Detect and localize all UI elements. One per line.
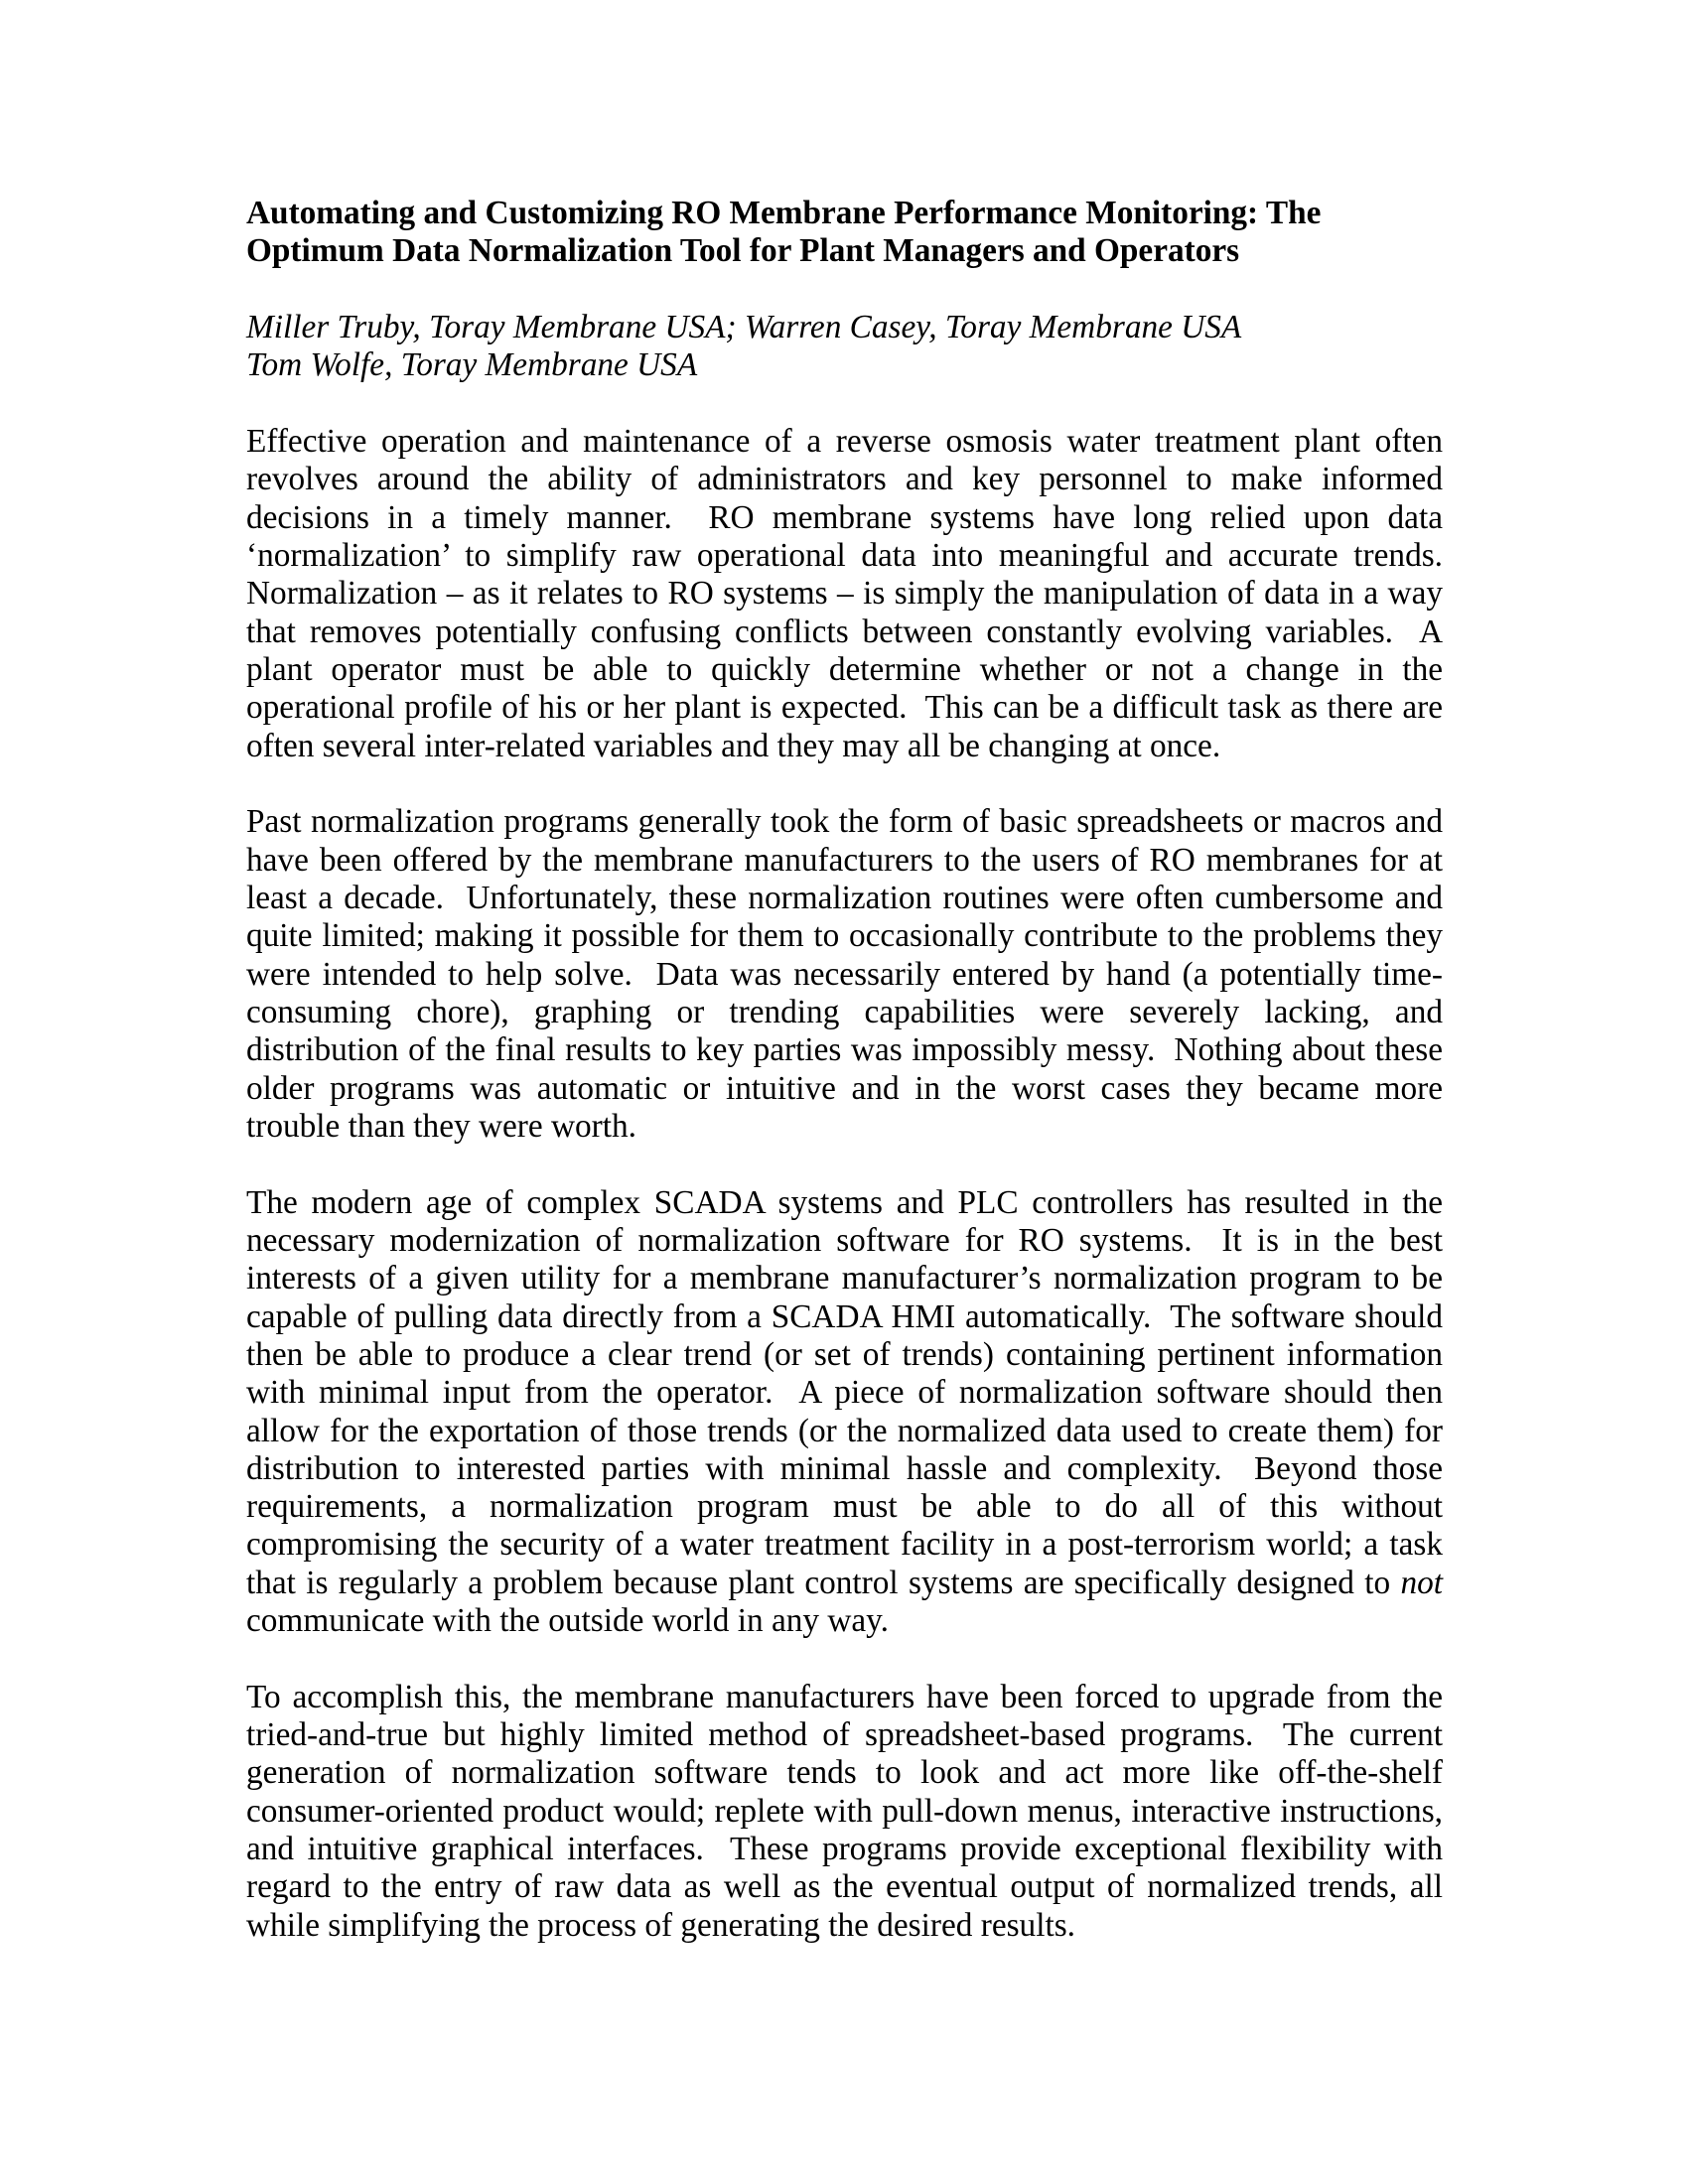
paragraph-3-italic-word: not [1400, 1564, 1443, 1601]
paper-title [246, 195, 1443, 271]
author-list [246, 309, 1443, 385]
author-line-2: Tom Wolfe, Toray Membrane USA [246, 346, 698, 384]
blank-line [246, 1146, 1443, 1183]
paragraph-4: To accomplish this, the membrane manufacturers have been forced to upgrade from the tried-and-true but highly limited method of spreadsheet-based programs. The current generation of normalization software tends to look and act more like off-the-shelf consumer-oriented product would; replete with pull-down menus, interactive instructions, and intuitive graphical interfaces. These programs provide exceptional flexibility with regard to the entry of raw data as well as the eventual output of normalized trends, all while simplifying the process of generating the desired results. [246, 1678, 1452, 1944]
paragraph-3 [246, 1183, 1452, 1641]
blank-line [246, 385, 1443, 423]
blank-line [246, 1640, 1443, 1678]
paper-title-line-1: Automating and Customizing RO Membrane Performance Monitoring: The [246, 195, 1322, 231]
paragraph-3-text-before-italic: The modern age of complex SCADA systems and PLC controllers has resulted in the necessary modernization of normalization software for RO systems. It is in the best interests of a given utility for a membrane manufacturer’s normalization program to be capable of pulling data directly from a SCADA HMI automatically. The software should then be able to produce a clear trend (or set of trends) containing pertinent information with minimal input from the operator. A piece of normalization software should then allow for the exportation of those trends (or the normalized data used to create them) for distribution to interested parties with minimal hassle and complexity. Beyond those requirements, a normalization program must be able to do all of this without compromising the security of a water treatment facility in a post-terrorism world; a task that is regularly a problem because plant control systems are specifically designed to [246, 1183, 1452, 1601]
author-line-1: Miller Truby, Toray Membrane USA; Warren Casey, Toray Membrane USA [246, 308, 1242, 345]
paragraph-1: Effective operation and maintenance of a reverse osmosis water treatment plant often revolves around the ability of administrators and key personnel to make informed decisions in a timely manner. RO membrane systems have long relied upon data ‘normalization’ to simplify raw operational data into meaningful and accurate trends. Normalization – as it relates to RO systems – is simply the manipulation of data in a way that removes potentially confusing conflicts between constantly evolving variables. A plant operator must be able to quickly determine whether or not a change in the operational profile of his or her plant is expected. This can be a difficult task as there are often several inter-related variables and they may all be changing at once. [246, 422, 1460, 764]
document-page [246, 195, 1460, 1945]
paper-title-line-2: Optimum Data Normalization Tool for Plant Managers and Operators [246, 232, 1240, 270]
blank-line [246, 271, 1443, 309]
paragraph-2: Past normalization programs generally took the form of basic spreadsheets or macros and have been offered by the membrane manufacturers to the users of RO membranes for at least a decade. Unfortunately, these normalization routines were often cumbersome and quite limited; making it possible for them to occasionally contribute to the problems they were intended to help solve. Data was necessarily entered by hand (a potentially time-consuming chore), graphing or trending capabilities were severely lacking, and distribution of the final results to key parties was impossibly messy. Nothing about these older programs was automatic or intuitive and in the worst cases they became more trouble than they were worth. [246, 803, 1452, 1145]
blank-line [246, 765, 1443, 803]
paragraph-3-text-after-italic: communicate with the outside world in any way. [246, 1564, 1452, 1640]
